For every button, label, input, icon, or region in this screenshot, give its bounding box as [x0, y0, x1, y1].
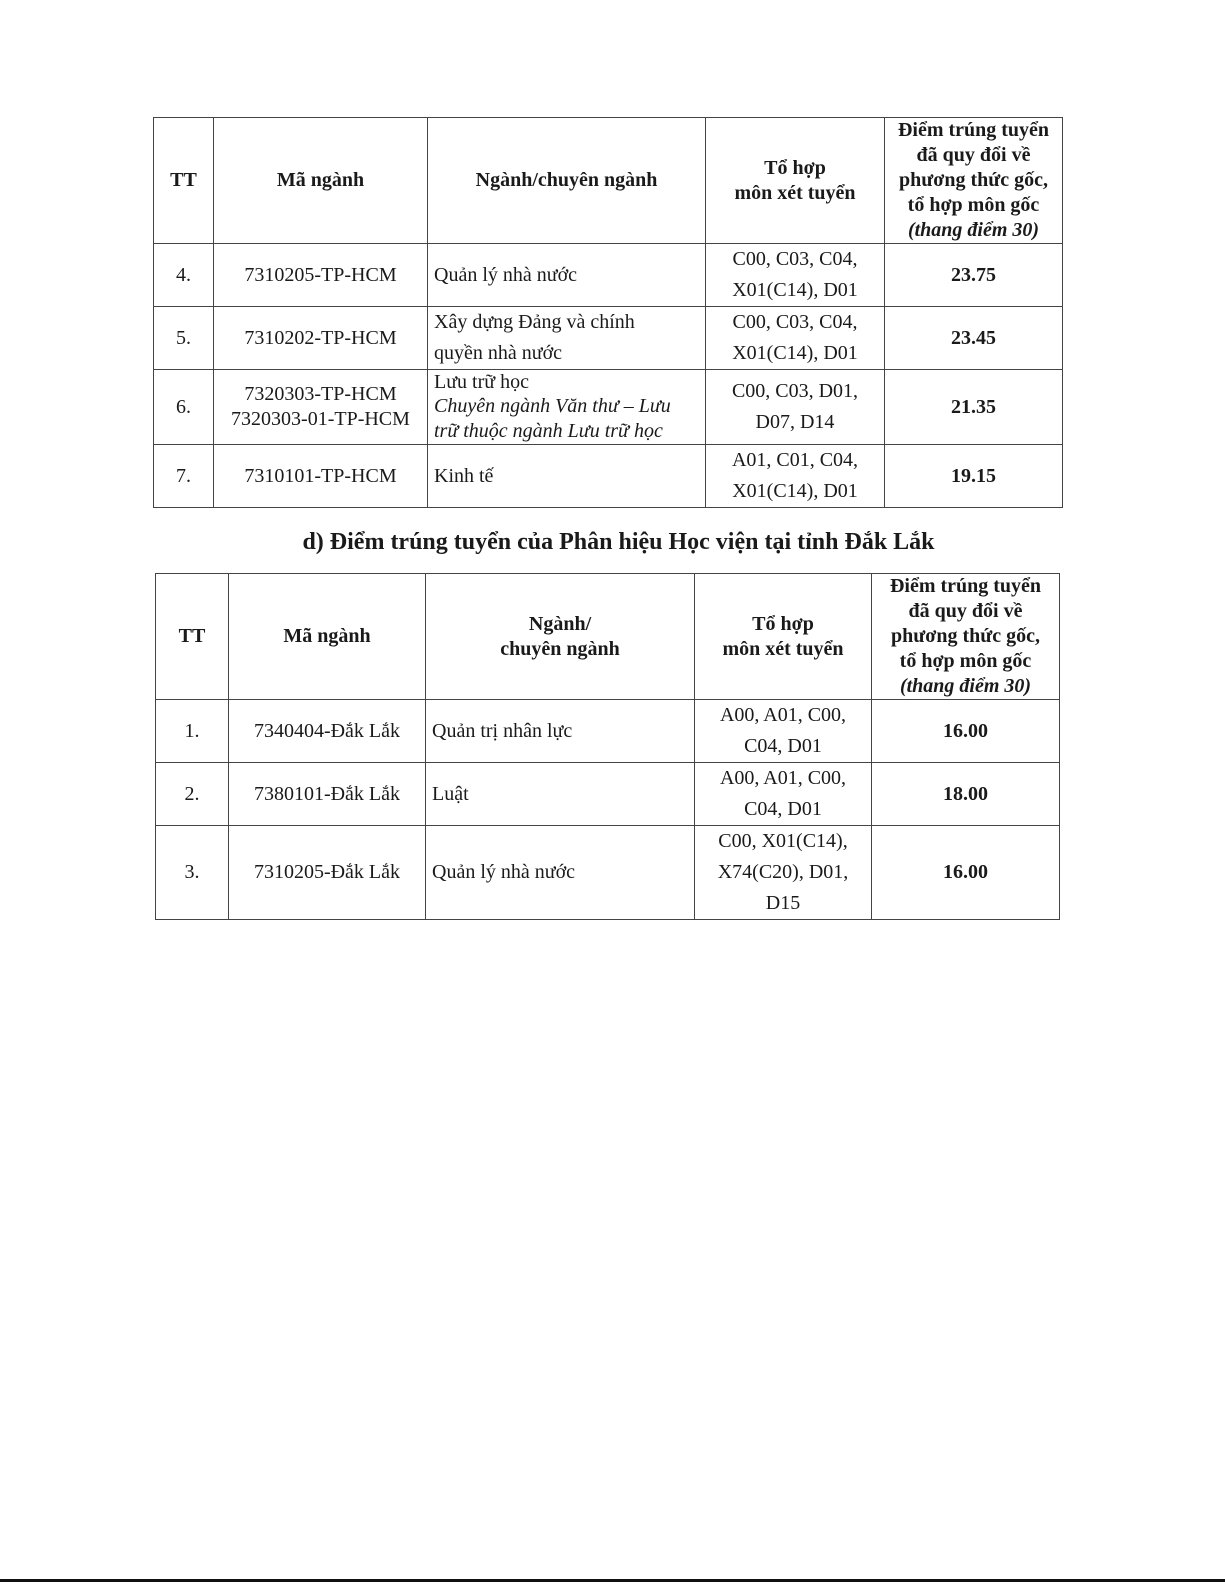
header-score-scale-note: (thang điểm 30) [907, 219, 1040, 241]
specialization-line: Chuyên ngành Văn thư – Lưu [434, 395, 671, 417]
header-combo-line: môn xét tuyển [734, 181, 856, 204]
row-major-code: 7340404-Đắk Lắk [229, 700, 426, 763]
major-code-line: 7320303-TP-HCM [244, 383, 397, 405]
header-subject-combination [695, 574, 872, 700]
row-major-code [214, 370, 428, 445]
major-line: quyền nhà nước [434, 342, 563, 364]
header-tt: TT [156, 574, 229, 700]
combo-line: X01(C14), D01 [732, 480, 858, 502]
row-major-name [428, 307, 706, 370]
row-major-code: 7310205-Đắk Lắk [229, 826, 426, 920]
row-tt: 6. [154, 370, 214, 445]
header-major [426, 574, 695, 700]
row-tt: 2. [156, 763, 229, 826]
header-score-line: tổ hợp môn gốc [907, 194, 1040, 216]
row-subject-combination [695, 763, 872, 826]
header-admission-score [872, 574, 1060, 700]
table-header-row [156, 574, 1060, 700]
row-admission-score: 16.00 [872, 826, 1060, 920]
row-major-name [428, 370, 706, 445]
row-major-code: 7310101-TP-HCM [214, 445, 428, 508]
header-subject-combination [706, 118, 885, 244]
combo-line: A01, C01, C04, [731, 449, 859, 471]
major-line: Xây dựng Đảng và chính [434, 311, 635, 333]
row-admission-score: 18.00 [872, 763, 1060, 826]
specialization-line: trữ thuộc ngành Lưu trữ học [434, 420, 663, 442]
table-row [154, 370, 1063, 445]
row-subject-combination [706, 445, 885, 508]
table-row [156, 700, 1060, 763]
header-major-code: Mã ngành [214, 118, 428, 244]
combo-line: A00, A01, C00, [719, 767, 847, 789]
row-tt: 4. [154, 244, 214, 307]
admission-score-table-hcm [153, 117, 1063, 508]
table-row [156, 763, 1060, 826]
table-row [154, 307, 1063, 370]
combo-line: C00, C03, D01, [731, 380, 859, 402]
header-major-line: chuyên ngành [500, 637, 620, 660]
row-admission-score: 21.35 [885, 370, 1063, 445]
header-combo-line: Tổ hợp [764, 156, 826, 179]
combo-line: C00, C03, C04, [732, 311, 858, 333]
header-major-line: Ngành/ [528, 612, 592, 635]
major-code-line: 7320303-01-TP-HCM [231, 408, 410, 430]
table-header-row [154, 118, 1063, 244]
row-admission-score: 23.45 [885, 307, 1063, 370]
header-score-scale-note: (thang điểm 30) [899, 675, 1032, 697]
table-row [154, 445, 1063, 508]
header-combo-line: Tổ hợp [752, 612, 814, 635]
row-tt: 3. [156, 826, 229, 920]
row-tt: 5. [154, 307, 214, 370]
combo-line: D07, D14 [755, 411, 835, 433]
table-row [154, 244, 1063, 307]
row-major-code: 7310205-TP-HCM [214, 244, 428, 307]
page-bottom-rule [0, 1579, 1225, 1582]
row-subject-combination [695, 700, 872, 763]
row-subject-combination [695, 826, 872, 920]
header-score-line: phương thức gốc, [891, 625, 1040, 647]
combo-line: C04, D01 [744, 798, 822, 820]
header-score-line: phương thức gốc, [899, 169, 1048, 191]
row-major-code: 7310202-TP-HCM [214, 307, 428, 370]
major-line: Lưu trữ học [434, 371, 529, 393]
combo-line: X01(C14), D01 [732, 279, 858, 301]
combo-line: X74(C20), D01, [717, 861, 849, 883]
row-major-name: Quản lý nhà nước [426, 826, 695, 920]
combo-line: X01(C14), D01 [732, 342, 858, 364]
header-major-code: Mã ngành [229, 574, 426, 700]
header-score-line: Điểm trúng tuyển [897, 119, 1050, 141]
header-score-line: Điểm trúng tuyển [889, 575, 1042, 597]
row-subject-combination [706, 370, 885, 445]
header-score-line: đã quy đổi về [916, 144, 1031, 166]
combo-line: C00, X01(C14), [718, 830, 848, 852]
header-score-line: tổ hợp môn gốc [899, 650, 1032, 672]
row-admission-score: 19.15 [885, 445, 1063, 508]
row-major-name: Quản trị nhân lực [426, 700, 695, 763]
admission-score-table-daklak [155, 573, 1060, 920]
table-row [156, 826, 1060, 920]
header-major: Ngành/chuyên ngành [428, 118, 706, 244]
row-major-name: Quản lý nhà nước [428, 244, 706, 307]
row-admission-score: 23.75 [885, 244, 1063, 307]
section-heading: d) Điểm trúng tuyển của Phân hiệu Học viện tại tỉnh Đắk Lắk [302, 529, 935, 555]
row-tt: 7. [154, 445, 214, 508]
combo-line: C04, D01 [744, 735, 822, 757]
row-admission-score: 16.00 [872, 700, 1060, 763]
combo-line: D15 [765, 892, 801, 914]
header-admission-score [885, 118, 1063, 244]
row-subject-combination [706, 307, 885, 370]
row-major-name: Kinh tế [428, 445, 706, 508]
header-tt: TT [154, 118, 214, 244]
header-score-line: đã quy đổi về [908, 600, 1023, 622]
row-tt: 1. [156, 700, 229, 763]
row-subject-combination [706, 244, 885, 307]
header-combo-line: môn xét tuyển [722, 637, 844, 660]
combo-line: C00, C03, C04, [732, 248, 858, 270]
row-major-name: Luật [426, 763, 695, 826]
combo-line: A00, A01, C00, [719, 704, 847, 726]
row-major-code: 7380101-Đắk Lắk [229, 763, 426, 826]
